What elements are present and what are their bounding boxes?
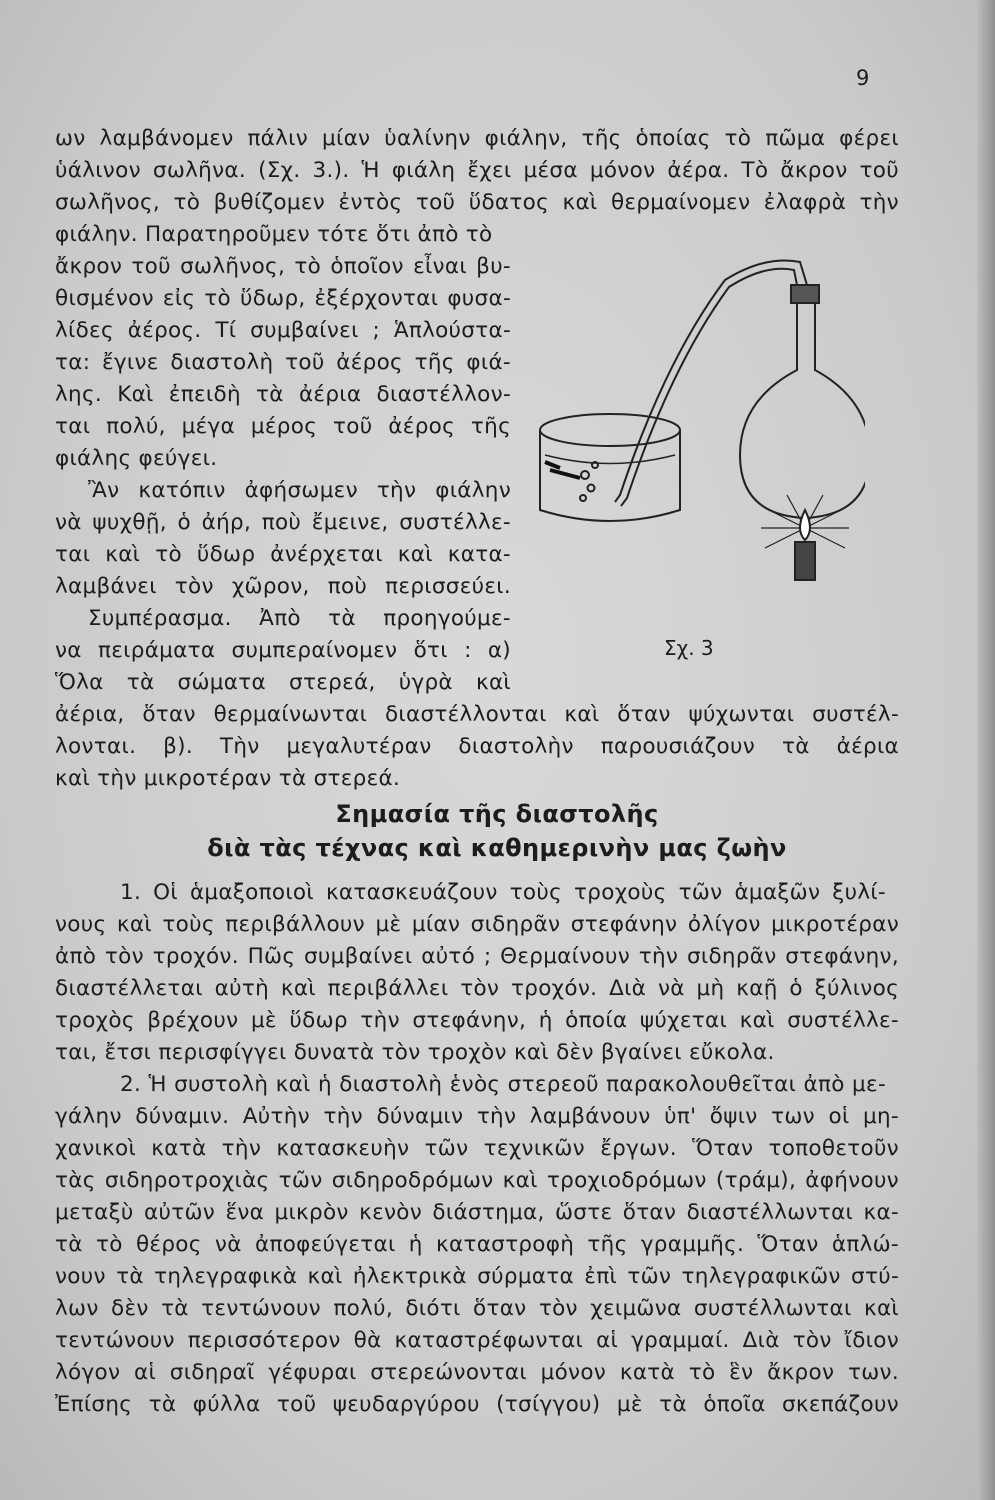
text-line: λης. Καὶ ἐπειδὴ τὰ ἀέρια διαστέλλον- xyxy=(55,382,511,407)
text-line: Ἂν κατόπιν ἀφήσωμεν τὴν φιάλην xyxy=(88,478,511,503)
text-line: λονται. β). Τὴν μεγαλυτέραν διαστολὴν παρουσιάζουν τὰ ἀέρια xyxy=(55,734,899,759)
text-line: νουν τὰ τηλεγραφικὰ καὶ ἠλεκτρικὰ σύρματα ἐπὶ τῶν τηλεγραφικῶν στύ- xyxy=(55,1264,899,1289)
dish-wall xyxy=(540,430,680,521)
water-surface xyxy=(545,455,675,464)
text-line: ται, ἔτσι περισφίγγει δυνατὰ τὸν τροχὸν καὶ δὲν βγαίνει εὔκολα. xyxy=(55,1040,775,1065)
text-line: Ἐπίσης τὰ φύλλα τοῦ ψευδαργύρου (τσίγγου) μὲ τὰ ὁποῖα σκεπάζουν xyxy=(55,1392,899,1417)
text-line: Ὅλα τὰ σώματα στερεά, ὑγρὰ καὶ xyxy=(55,670,511,695)
text-line: 1. Οἱ ἁμαξοποιοὶ κατασκευάζουν τοὺς τροχοὺς τῶν ἁμαξῶν ξυλί- xyxy=(120,880,886,905)
text-line: νους καὶ τοὺς περιβάλλουν μὲ μίαν σιδηρᾶν στεφάνην ὀλίγον μικροτέραν xyxy=(55,912,899,937)
text-line: φιάλης φεύγει. xyxy=(55,446,218,471)
candle xyxy=(795,542,815,580)
bubble xyxy=(588,485,595,492)
text-line: ἄκρον τοῦ σωλῆνος, τὸ ὁποῖον εἶναι βυ- xyxy=(55,254,511,279)
text-line: γάλην δύναμιν. Αὐτὴν τὴν δύναμιν τὴν λαμβάνουν ὑπ' ὄψιν των οἱ μη- xyxy=(55,1104,899,1129)
page-edge-shadow xyxy=(977,0,995,1500)
text-line: ἀέρια, ὅταν θερμαίνωνται διαστέλλονται καὶ ὅταν ψύχωνται συστέλ- xyxy=(55,702,899,727)
text-line: ται πολύ, μέγα μέρος τοῦ ἀέρος τῆς xyxy=(55,414,511,439)
section-heading: Σημασία τῆς διαστολῆς xyxy=(335,800,659,828)
page-number: 9 xyxy=(856,66,870,90)
text-line: τὰς σιδηροτροχιὰς τῶν σιδηροδρόμων καὶ τροχιοδρόμων (τράμ), ἀφήνουν xyxy=(55,1168,899,1193)
bubble xyxy=(580,495,586,501)
candle-flame xyxy=(800,510,810,540)
text-line: καὶ τὴν μικροτέραν τὰ στερεά. xyxy=(55,766,401,791)
section-heading: διὰ τὰς τέχνας καὶ καθημερινὴν μας ζωὴν xyxy=(207,834,787,862)
text-line: τα: ἔγινε διαστολὴ τοῦ ἀέρος τῆς φιά- xyxy=(55,350,511,375)
text-line: τὰ τὸ θέρος νὰ ἀποφεύγεται ἡ καταστροφὴ τῆς γραμμῆς. Ὅταν ἁπλώ- xyxy=(55,1232,899,1257)
text-line: λαμβάνει τὸν χῶρον, ποὺ περισσεύει. xyxy=(55,574,511,599)
text-line: λόγον αἱ σιδηραῖ γέφυραι στερεώνονται μόνον κατὰ τὸ ἓν ἄκρον των. xyxy=(55,1360,899,1385)
bubble xyxy=(581,471,589,479)
text-line: 2. Ἡ συστολὴ καὶ ἡ διαστολὴ ἑνὸς στερεοῦ παρακολουθεῖται ἀπὸ με- xyxy=(120,1072,886,1097)
text-line: ὑάλινον σωλῆνα. (Σχ. 3.). Ἡ φιάλη ἔχει μέσα μόνον ἀέρα. Τὸ ἄκρον τοῦ xyxy=(55,158,899,183)
text-line: ων λαμβάνομεν πάλιν μίαν ὑαλίνην φιάλην, τῆς ὁποίας τὸ πῶμα φέρει xyxy=(55,126,899,151)
text-line: λίδες ἀέρος. Τί συμβαίνει ; Ἁπλούστα- xyxy=(55,318,511,343)
bubble xyxy=(592,462,598,468)
text-line: λων δὲν τὰ τεντώνουν πολύ, διότι ὅταν τὸν χειμῶνα συστέλλωνται καὶ xyxy=(55,1296,899,1321)
text-line: χανικοὶ κατὰ τὴν κατασκευὴν τῶν τεχνικῶν ἔργων. Ὅταν τοποθετοῦν xyxy=(55,1136,899,1161)
text-line: θισμένον εἰς τὸ ὕδωρ, ἐξέρχονται φυσα- xyxy=(55,286,511,311)
text-line: φιάλην. Παρατηροῦμεν τότε ὅτι ἀπὸ τὸ xyxy=(55,222,493,247)
text-line: ται καὶ τὸ ὕδωρ ἀνέρχεται καὶ κατα- xyxy=(55,542,511,567)
flask-experiment-figure xyxy=(525,240,865,600)
text-line: τροχὸς βρέχουν μὲ ὕδωρ τὴν στεφάνην, ἡ ὁποία ψύχεται καὶ συστέλλε- xyxy=(55,1008,899,1033)
flask-stopper xyxy=(791,285,819,303)
flask xyxy=(740,303,865,518)
dish-shading xyxy=(545,462,580,478)
text-line: μεταξὺ αὐτῶν ἕνα μικρὸν κενὸν διάστημα, ὥστε ὅταν διαστέλλωνται κα- xyxy=(55,1200,899,1225)
text-line: σωλῆνος, τὸ βυθίζομεν ἐντὸς τοῦ ὕδατος καὶ θερμαίνομεν ἐλαφρὰ τὴν xyxy=(55,190,899,215)
text-line: Συμπέρασμα. Ἀπὸ τὰ προηγούμε- xyxy=(88,606,511,631)
text-line: νὰ ψυχθῇ, ὁ ἀήρ, ποὺ ἔμεινε, συστέλλε- xyxy=(55,510,511,535)
text-line: τεντώνουν περισσότερον θὰ καταστρέφωνται αἱ γραμμαί. Διὰ τὸν ἴδιον xyxy=(55,1328,899,1353)
text-line: να πειράματα συμπεραίνομεν ὅτι : α) xyxy=(55,638,511,663)
text-line: διαστέλλεται αὐτὴ καὶ περιβάλλει τὸν τροχόν. Διὰ νὰ μὴ καῇ ὁ ξύλινος xyxy=(55,976,899,1001)
figure-caption: Σχ. 3 xyxy=(664,636,714,660)
text-line: ἀπὸ τὸν τροχόν. Πῶς συμβαίνει αὐτό ; Θερμαίνουν τὴν σιδηρᾶν στεφάνην, xyxy=(55,944,899,969)
dish-rim xyxy=(540,414,680,446)
